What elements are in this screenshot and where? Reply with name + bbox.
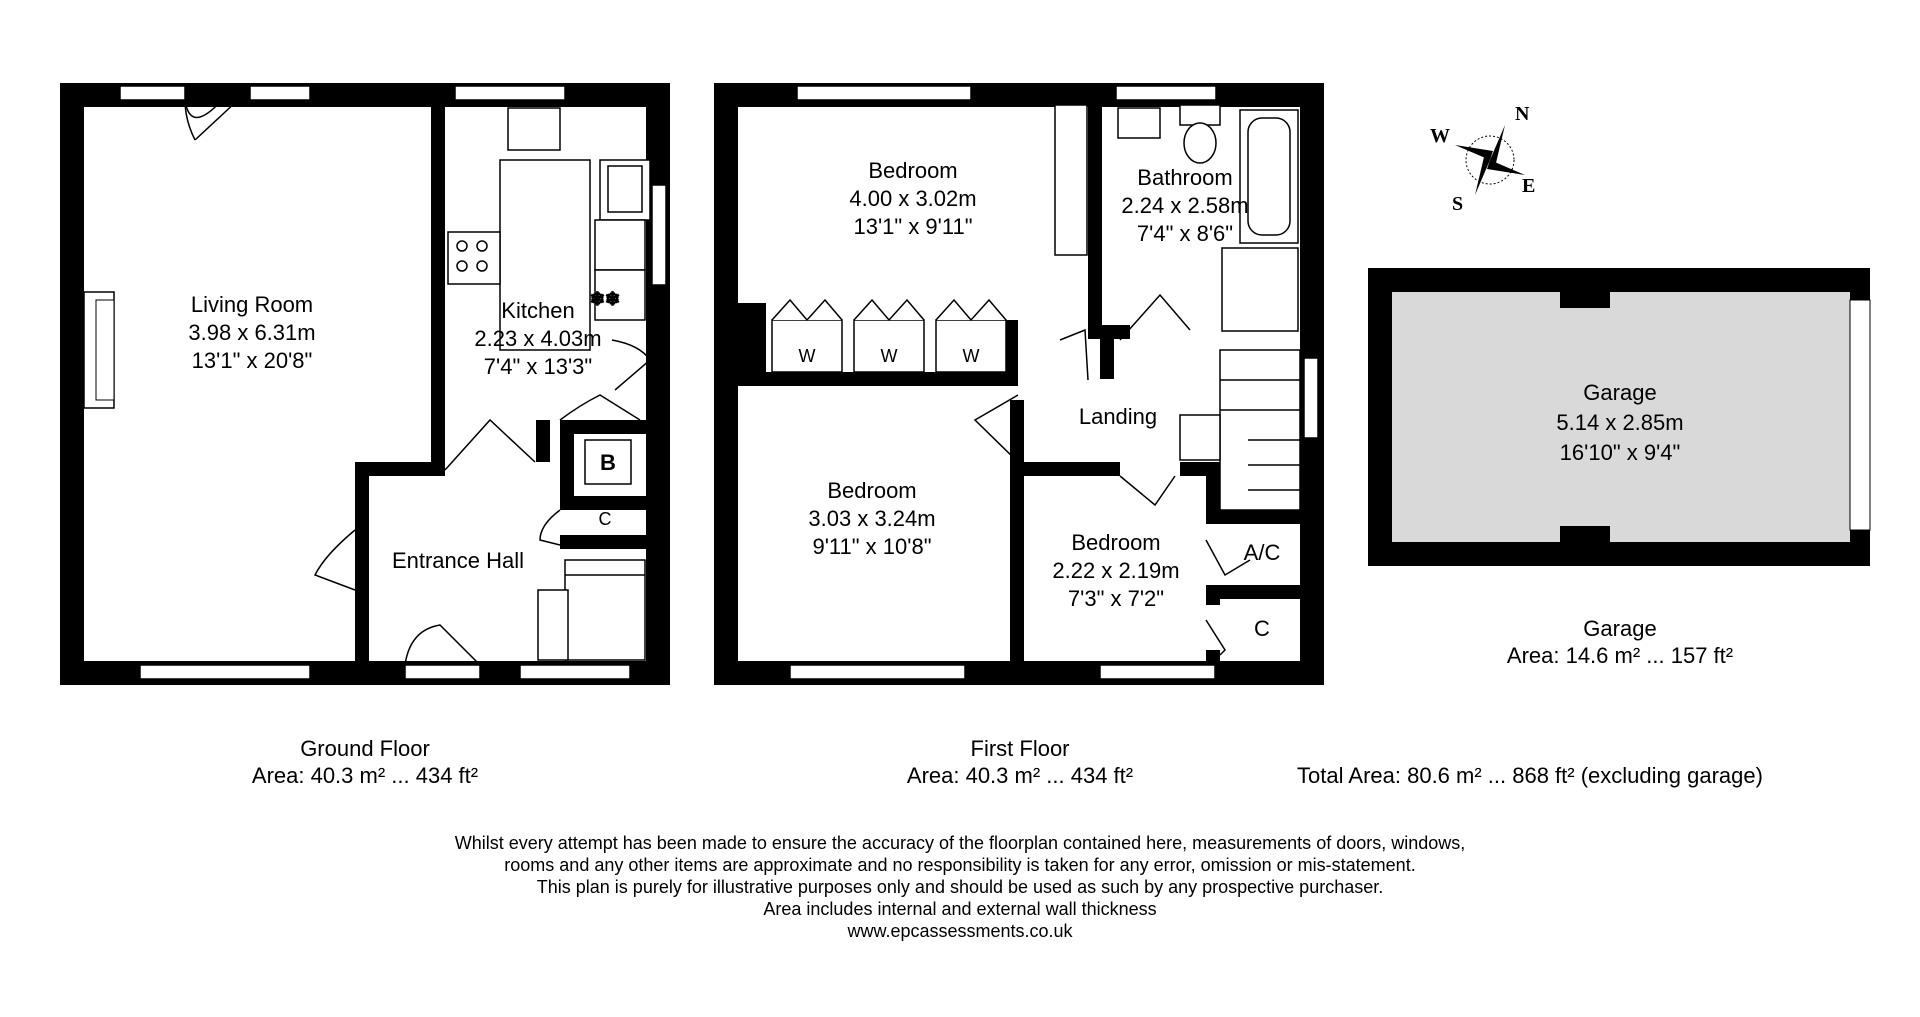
compass-icon	[1430, 103, 1535, 215]
kitchen-imperial: 7'4" x 13'3"	[483, 354, 593, 379]
compass-n: N	[1515, 103, 1530, 125]
first-floor-plan	[714, 83, 1324, 685]
bedroom1-imperial: 13'1" x 9'11"	[853, 214, 973, 239]
garage-metric: 5.14 x 2.85m	[1556, 410, 1684, 435]
bathroom-name: Bathroom	[1137, 165, 1233, 190]
first-cupboard-label: C	[1254, 616, 1270, 641]
wardrobe-3-label: W	[962, 346, 980, 366]
garage-title: Garage	[1583, 616, 1657, 641]
compass-w: W	[1430, 125, 1450, 147]
boiler-label: B	[600, 450, 616, 475]
website-link[interactable]: www.epcassessments.co.uk	[847, 921, 1073, 941]
bedroom3-name: Bedroom	[1071, 530, 1161, 555]
ground-floor-area: Area: 40.3 m² ... 434 ft²	[251, 763, 479, 788]
disclaimer-line-1: Whilst every attempt has been made to ensure the accuracy of the floorplan contained here, measurements of doors, windows,	[454, 833, 1466, 853]
ground-cupboard-label: C	[598, 509, 612, 529]
bathroom-metric: 2.24 x 2.58m	[1121, 193, 1249, 218]
bedroom2-metric: 3.03 x 3.24m	[808, 506, 936, 531]
garage-plan	[1368, 268, 1870, 566]
kitchen-metric: 2.23 x 4.03m	[474, 326, 602, 351]
first-floor-area: Area: 40.3 m² ... 434 ft²	[906, 763, 1134, 788]
bedroom2-imperial: 9'11" x 10'8"	[812, 534, 932, 559]
wardrobe-2-label: W	[880, 346, 898, 366]
airing-cupboard-label: A/C	[1243, 540, 1281, 565]
freezer-icon: ❄❄	[589, 289, 621, 309]
disclaimer	[300, 832, 1620, 942]
ground-floor-caption	[180, 735, 550, 789]
ground-floor-title: Ground Floor	[300, 736, 430, 761]
bedroom1-name: Bedroom	[868, 158, 958, 183]
ground-floor-stairs	[538, 560, 645, 660]
living-room-metric: 3.98 x 6.31m	[188, 320, 316, 345]
compass-e: E	[1522, 175, 1536, 197]
landing-name: Landing	[1078, 404, 1158, 429]
living-room-name: Living Room	[190, 292, 314, 317]
bedroom2-name: Bedroom	[827, 478, 917, 503]
entrance-hall-name: Entrance Hall	[391, 548, 525, 573]
garage-imperial: 16'10" x 9'4"	[1559, 440, 1681, 465]
garage-area: Area: 14.6 m² ... 157 ft²	[1506, 643, 1734, 668]
disclaimer-line-4: Area includes internal and external wall thickness	[763, 899, 1157, 919]
kitchen-name: Kitchen	[501, 298, 575, 323]
garage-name: Garage	[1583, 380, 1657, 405]
compass-s: S	[1452, 193, 1464, 215]
wardrobe-1-label: W	[798, 346, 816, 366]
ground-floor-plan	[60, 83, 670, 685]
first-floor-title: First Floor	[970, 736, 1070, 761]
bedroom3-imperial: 7'3" x 7'2"	[1067, 586, 1165, 611]
bathroom-imperial: 7'4" x 8'6"	[1136, 221, 1234, 246]
disclaimer-line-3: This plan is purely for illustrative purposes only and should be used as such by any prospective purchaser.	[536, 877, 1384, 897]
first-floor-stairs	[1180, 350, 1300, 510]
living-room-imperial: 13'1" x 20'8"	[191, 348, 313, 373]
garage-caption	[1440, 615, 1800, 669]
total-area: Total Area: 80.6 m² ... 868 ft² (excluding garage)	[1297, 763, 1763, 788]
first-floor-caption	[835, 735, 1205, 789]
bedroom3-metric: 2.22 x 2.19m	[1052, 558, 1180, 583]
bedroom1-metric: 4.00 x 3.02m	[849, 186, 977, 211]
disclaimer-line-2: rooms and any other items are approximate and no responsibility is taken for any error, omission or mis-statement.	[504, 855, 1416, 875]
